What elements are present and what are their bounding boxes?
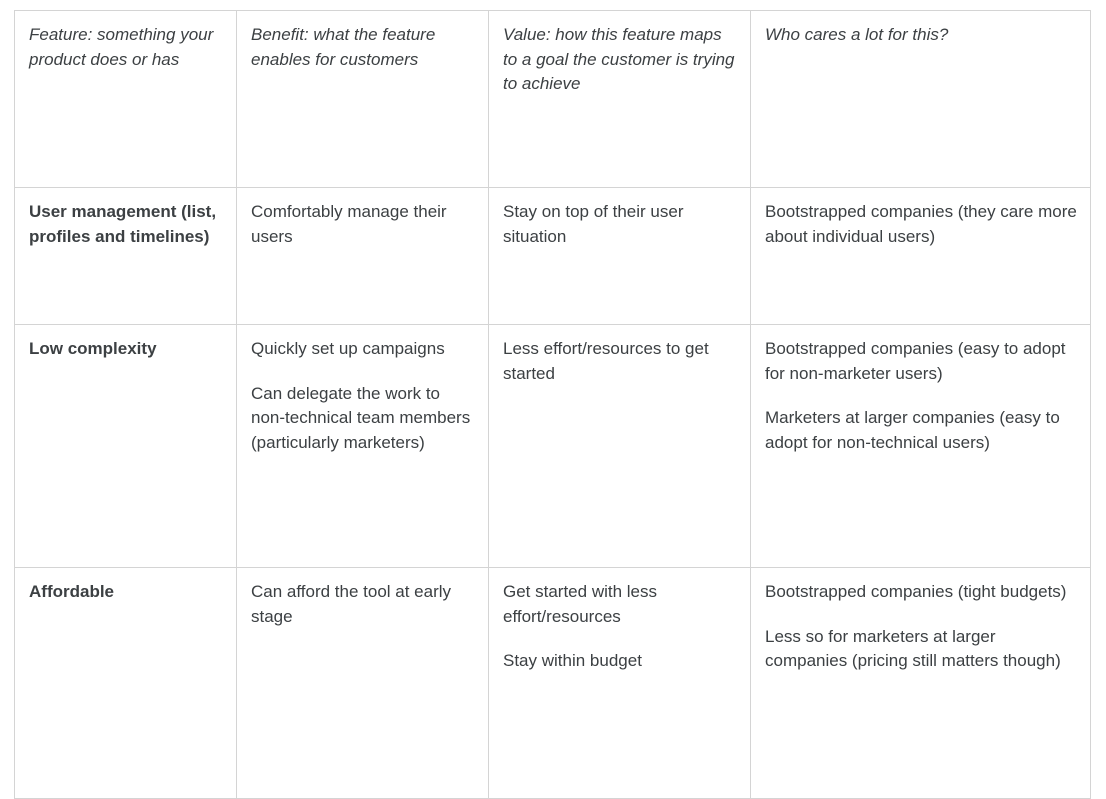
feature-benefit-value-table <box>14 10 1091 799</box>
cell-benefit-text: Can delegate the work to non-technical team members (particularly marketers) <box>251 383 471 452</box>
cell-benefit-text: Can afford the tool at early stage <box>251 582 452 626</box>
cell-value-text: Stay on top of their user situation <box>503 202 684 246</box>
table-header-row <box>15 11 1091 188</box>
column-header-benefit-text: Benefit: what the feature enables for customers <box>251 25 436 69</box>
cell-value-text: Stay within budget <box>503 651 642 671</box>
cell-benefit-text: Comfortably manage their users <box>251 202 447 246</box>
cell-feature-text: Affordable <box>29 582 114 601</box>
cell-who-cares-text: Less so for marketers at larger companies (pricing still matters though) <box>765 626 1061 671</box>
cell-value <box>489 188 751 325</box>
cell-benefit <box>237 325 489 568</box>
column-header-who-cares <box>751 11 1091 188</box>
column-header-value-text: Value: how this feature maps to a goal the customer is trying to achieve <box>503 25 735 94</box>
cell-who-cares <box>751 325 1091 568</box>
table-row <box>15 568 1091 799</box>
cell-feature-text: Low complexity <box>29 339 157 358</box>
column-header-who-cares-text: Who cares a lot for this? <box>765 25 949 44</box>
table-row <box>15 325 1091 568</box>
cell-who-cares-text: Bootstrapped companies (they care more about individual users) <box>765 202 1077 246</box>
cell-benefit-text: Quickly set up campaigns <box>251 339 445 358</box>
cell-benefit <box>237 188 489 325</box>
cell-who-cares <box>751 568 1091 799</box>
column-header-benefit <box>237 11 489 188</box>
cell-feature <box>15 325 237 568</box>
cell-benefit <box>237 568 489 799</box>
column-header-value <box>489 11 751 188</box>
cell-feature <box>15 568 237 799</box>
table-row <box>15 188 1091 325</box>
cell-value-text: Less effort/resources to get started <box>503 339 709 383</box>
column-header-feature <box>15 11 237 188</box>
cell-value-text: Get started with less effort/resources <box>503 582 658 626</box>
cell-feature-text: User management (list, profiles and timelines) <box>29 202 217 246</box>
cell-value <box>489 325 751 568</box>
cell-value <box>489 568 751 799</box>
cell-who-cares-text: Marketers at larger companies (easy to adopt for non-technical users) <box>765 408 1060 452</box>
cell-who-cares-text: Bootstrapped companies (tight budgets) <box>765 582 1067 601</box>
column-header-feature-text: Feature: something your product does or has <box>29 25 214 69</box>
cell-who-cares <box>751 188 1091 325</box>
cell-who-cares-text: Bootstrapped companies (easy to adopt for non-marketer users) <box>765 339 1066 383</box>
cell-feature <box>15 188 237 325</box>
